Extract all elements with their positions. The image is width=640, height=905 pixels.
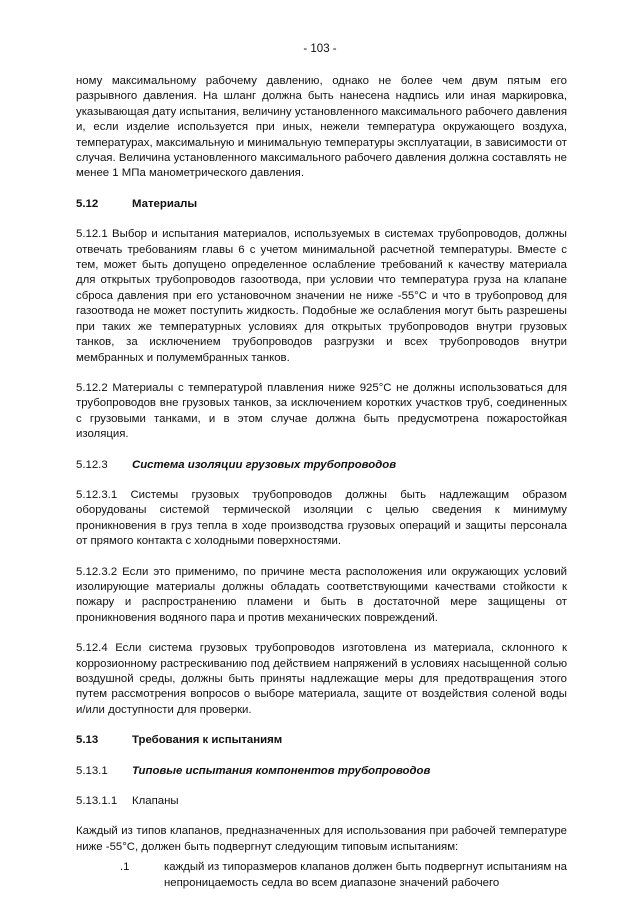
subsection-title: Клапаны [132, 795, 179, 808]
section-title: Требования к испытаниям [132, 734, 283, 747]
paragraph-valves-intro: Каждый из типов клапанов, предназначенных для использования при рабочей температуре ниже -55°С, должен быть подвергнут следующим типовым испытаниям: [76, 825, 567, 853]
subsection-number: 5.13.1 [76, 764, 108, 777]
section-number: 5.13 [76, 734, 99, 747]
list-item-number: .1 [120, 861, 130, 874]
page-content [76, 74, 567, 891]
subsection-title: Типовые испытания компонентов трубопроводов [132, 764, 431, 777]
paragraph-5-12-3-1: 5.12.3.1 Системы грузовых трубопроводов должны быть надлежащим образом оборудованы системой термической изоляции с целью сведения к минимуму проникновения в груз тепла в ходе производства грузовых операций и защиты персонала от прямого контакта с холодными поверхностями. [76, 488, 567, 548]
paragraph-5-12-2: 5.12.2 Материалы с температурой плавления ниже 925°С не должны использоваться для трубопроводов вне грузовых танков, за исключением коротких участков труб, соединенных с грузовыми танками, и в этом случае должна быть предусмотрена пожаростойкая изоляция. [76, 381, 567, 441]
subsection-number: 5.13.1.1 [76, 795, 118, 808]
section-title: Материалы [132, 197, 198, 210]
paragraph-5-12-4: 5.12.4 Если система грузовых трубопроводов изготовлена из материала, склонного к коррозионному растрескиванию под действием напряжений в условиях насыщенной солью воздушной среды, должны быть приняты надлежащие меры для предотвращения этого путем рассмотрения вопросов о выборе материала, защите от воздействия соленой воды и/или доступности для проверки. [76, 642, 567, 716]
section-heading-5-12 [76, 197, 567, 212]
list-item [76, 860, 567, 891]
paragraph-5-12-1: 5.12.1 Выбор и испытания материалов, используемых в системах трубопроводов, должны отвечать требованиям главы 6 с учетом минимальной расчетной температуры. Вместе с тем, может быть допущено определенное ослабление требований к качеству материала для открытых трубопроводов газоотвода, при условии что температура груза на клапане сброса давления при его установочном значении не ниже -55°С и что в трубопровод для газоотвода не может поступить жидкость. Подобные же ослабления могут быть разрешены при таких же температурных условиях для открытых трубопроводов внутри грузовых танков, за исключением трубопроводов разгрузки и всех трубопроводов внутри мембранных и полумембранных танков. [76, 228, 567, 364]
subsection-number: 5.12.3 [76, 458, 108, 471]
subsection-heading-5-12-3 [76, 458, 567, 473]
section-number: 5.12 [76, 197, 99, 210]
paragraph-intro: ному максимальному рабочему давлению, однако не более чем двум пятым его разрывного давления. На шланг должна быть нанесена надпись или иная маркировка, указывающая дату испытания, величину установленного максимального рабочего давления и, если изделие используется при иных, нежели температура окружающего воздуха, температурах, максимальную и минимальную температуры эксплуатации, в зависимости от случая. Величина установленного максимального рабочего давления должна составлять не менее 1 МПа манометрического давления. [76, 75, 567, 180]
list-item-text: каждый из типоразмеров клапанов должен быть подвергнут испытаниям на непроницаемость седла во всем диапазоне значений рабочего [164, 861, 567, 889]
subsection-heading-5-13-1-1 [76, 794, 567, 809]
page-number: - 103 - [303, 43, 337, 55]
subsection-heading-5-13-1 [76, 764, 567, 779]
subsection-title: Система изоляции грузовых трубопроводов [132, 458, 397, 471]
section-heading-5-13 [76, 733, 567, 748]
paragraph-5-12-3-2: 5.12.3.2 Если это применимо, по причине места расположения или окружающих условий изолирующие материалы должны обладать соответствующими качествами стойкости к пожару и распространению пламени и быть в достаточной мере защищены от проникновения водяного пара и против механических повреждений. [76, 565, 567, 624]
